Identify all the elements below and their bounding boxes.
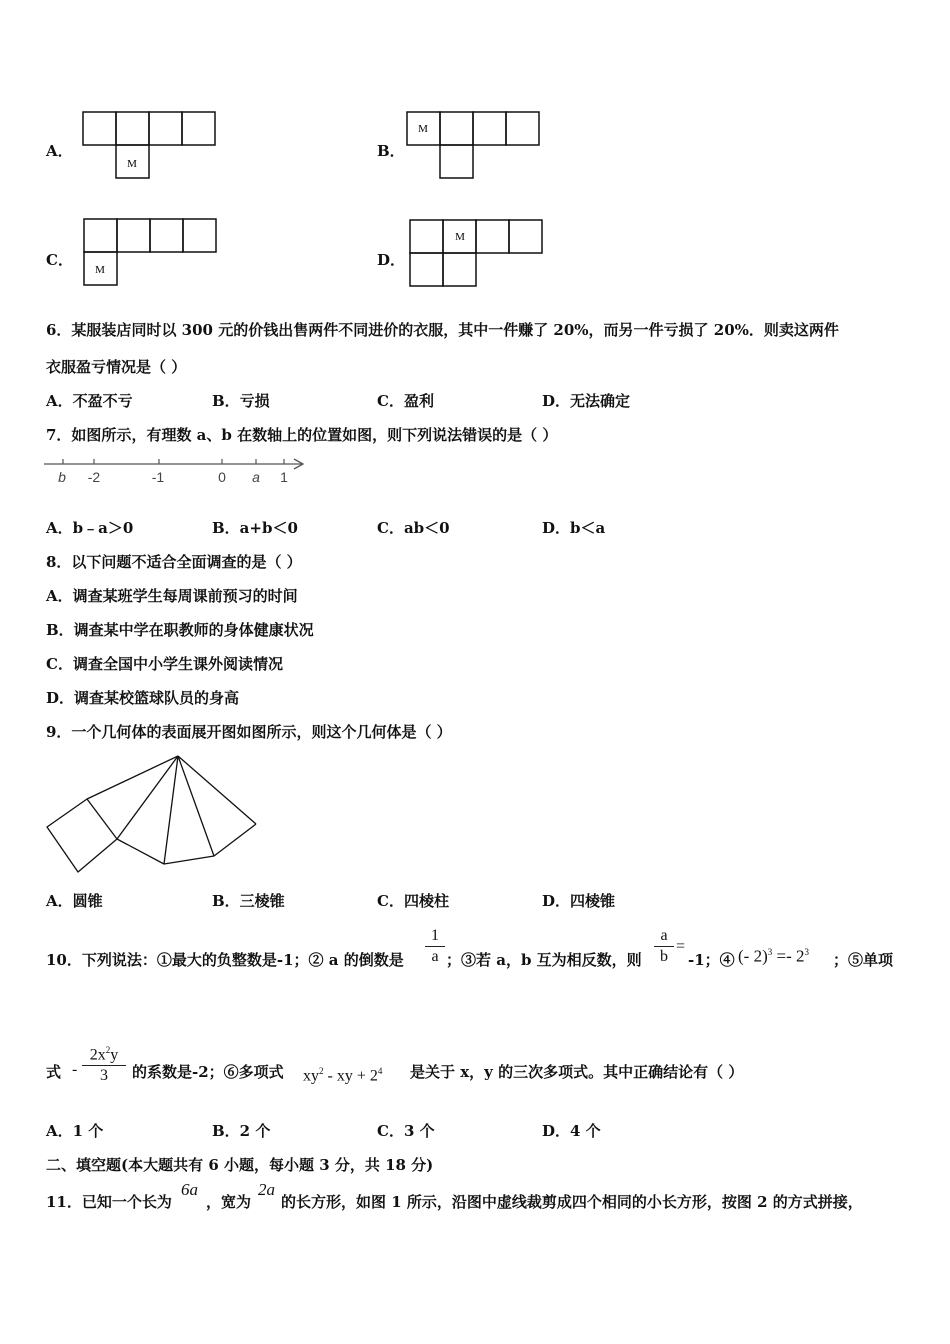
- q11-part3: 的长方形，如图 1 所示，沿图中虚线裁剪成四个相同的小长方形，按图 2 的方式拼接，: [281, 1193, 863, 1211]
- q7-stem: 7．如图所示，有理数 a、b 在数轴上的位置如图，则下列说法错误的是（ ）: [46, 426, 558, 444]
- q10-expr4: [738, 942, 809, 967]
- q6-option-b: B．亏损: [212, 392, 270, 410]
- q5-net-b: [405, 110, 545, 182]
- q5-option-d-label: D．: [377, 251, 406, 269]
- q10-poly-mid: - xy + 2: [323, 1067, 378, 1085]
- q5-d-cell-label: M: [455, 231, 465, 243]
- axis-label-b: b: [58, 469, 66, 485]
- q10-part1: 10．下列说法：①最大的负整数是-1；② a 的倒数是: [46, 951, 404, 969]
- axis-label-0: 0: [218, 469, 226, 485]
- q6-option-a: A．不盈不亏: [46, 392, 133, 410]
- q5-option-c-label: C．: [46, 251, 73, 269]
- axis-label-neg1: -1: [151, 469, 165, 485]
- q8-stem: 8．以下问题不适合全面调查的是（ ）: [46, 553, 302, 571]
- q8-option-a: A．调查某班学生每周课前预习的时间: [46, 587, 298, 605]
- q9-stem: 9．一个几何体的表面展开图如图所示，则这个几何体是（ ）: [46, 723, 452, 741]
- q11-part1: 11．已知一个长为: [46, 1193, 172, 1211]
- q10-equals: =: [676, 938, 686, 955]
- q9-pyramid-net: [44, 754, 264, 878]
- section2-heading: 二、填空题(本大题共有 6 小题，每小题 3 分，共 18 分): [46, 1156, 434, 1174]
- q10-option-a: A．1 个: [46, 1122, 104, 1140]
- q10-polynomial: [303, 1061, 382, 1086]
- q9-option-d: D．四棱锥: [542, 892, 616, 910]
- axis-label-a: a: [252, 469, 260, 485]
- q10-expr4-base: (- 2): [738, 946, 768, 966]
- q10-frac1-den: a: [431, 948, 439, 965]
- q7-option-c: C．ab＜0: [377, 519, 450, 537]
- q5-net-c: [82, 217, 222, 289]
- q10-poly-exp1: 2: [319, 1066, 324, 1076]
- q11-part2: ，宽为: [206, 1193, 252, 1211]
- q10-part6: 的系数是-2；⑥多项式: [132, 1063, 284, 1081]
- q6-stem-line1: 6．某服装店同时以 300 元的价钱出售两件不同进价的衣服，其中一件赚了 20%，而另一件亏损了 20%．则卖这两件: [46, 321, 839, 339]
- q10-fraction-monomial: [82, 1040, 126, 1086]
- q10-frac2-num: a: [654, 926, 674, 947]
- q10-part7: 是关于 x，y 的三次多项式。其中正确结论有（ ）: [410, 1063, 744, 1081]
- q10-option-b: B．2 个: [212, 1122, 271, 1140]
- q10-poly-exp2: 4: [377, 1066, 383, 1076]
- q7-option-a: A．b﹣a＞0: [46, 519, 134, 537]
- axis-label-1: 1: [280, 469, 288, 485]
- q7-option-b: B．a+b＜0: [212, 519, 298, 537]
- q8-option-d: D．调查某校篮球队员的身高: [46, 689, 240, 707]
- q10-frac1-num: 1: [425, 926, 445, 947]
- q7-option-d: D．b＜a: [542, 519, 606, 537]
- q10-frac3-num-exp: 2: [105, 1045, 111, 1055]
- axis-label-neg2: -2: [87, 469, 101, 485]
- q10-fraction-ab: [654, 926, 674, 967]
- q10-part2: ；③若 a，b 互为相反数，则: [446, 951, 642, 969]
- q10-option-d: D．4 个: [542, 1122, 601, 1140]
- q10-expr4-rhs: =- 2: [776, 946, 805, 966]
- q8-option-b: B．调查某中学在职教师的身体健康状况: [46, 621, 314, 639]
- q10-expr4-exp: 3: [767, 947, 773, 957]
- q10-expr4-rhs-exp: 3: [804, 947, 809, 957]
- q10-part4: -1；④: [688, 951, 735, 969]
- q5-a-cell-label: M: [127, 158, 137, 170]
- q11-length: 6a: [181, 1180, 198, 1199]
- q5-option-a-label: A．: [46, 142, 73, 160]
- q10-frac3-num-tail: y: [110, 1046, 119, 1064]
- q10-frac3-den: 3: [100, 1067, 108, 1085]
- q5-option-b-label: B．: [377, 142, 405, 160]
- q10-frac3-num: [82, 1040, 126, 1066]
- q10-frac2-den: b: [660, 948, 668, 965]
- q5-net-a: [80, 110, 220, 182]
- q10-fraction-reciprocal: [425, 926, 445, 967]
- q8-option-c: C．调查全国中小学生课外阅读情况: [46, 655, 283, 673]
- q11-width: 2a: [258, 1180, 275, 1199]
- q10-option-c: C．3 个: [377, 1122, 435, 1140]
- q9-option-b: B．三棱锥: [212, 892, 285, 910]
- q10-part5: ；⑤单项: [833, 951, 894, 969]
- q10-frac3-num-base: 2x: [89, 1046, 106, 1064]
- q6-option-c: C．盈利: [377, 392, 434, 410]
- q6-option-d: D．无法确定: [542, 392, 631, 410]
- q6-stem-line2: 衣服盈亏情况是（ ）: [46, 358, 187, 376]
- q7-number-line: [44, 454, 314, 490]
- q5-b-cell-label: M: [418, 123, 428, 135]
- q10-minus: -: [72, 1061, 78, 1078]
- q10-line2-start: 式: [46, 1063, 62, 1081]
- q10-poly-term1: xy: [303, 1067, 319, 1085]
- q9-option-a: A．圆锥: [46, 892, 103, 910]
- q9-option-c: C．四棱柱: [377, 892, 449, 910]
- q5-c-cell-label: M: [95, 264, 105, 276]
- q5-net-d: [408, 218, 548, 290]
